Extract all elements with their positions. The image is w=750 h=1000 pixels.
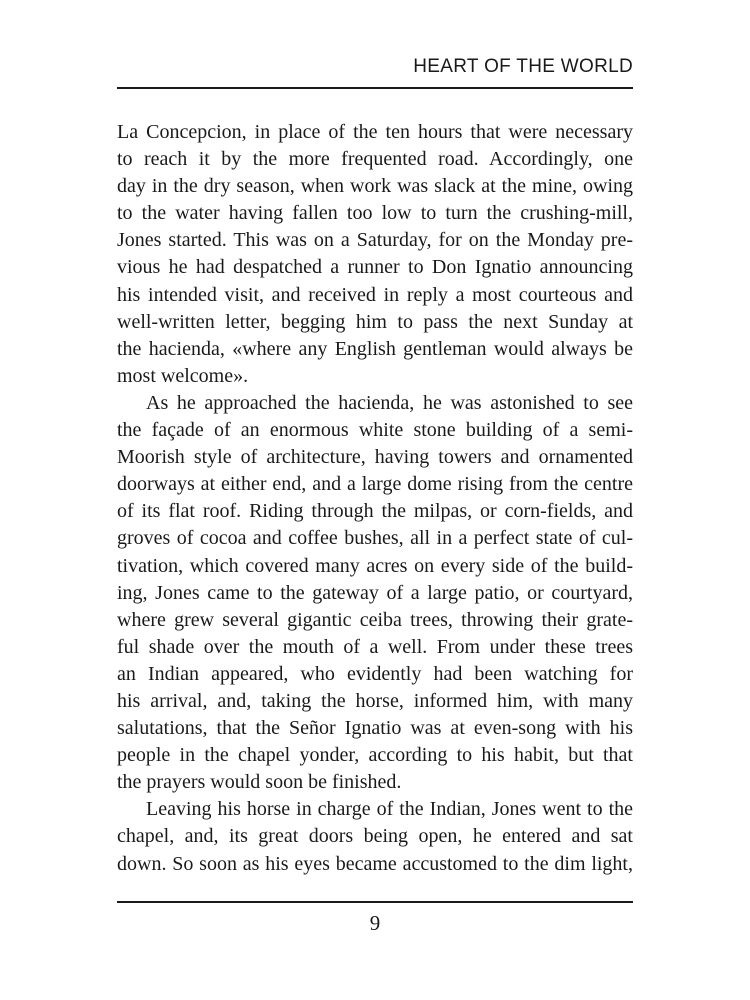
footer-rule <box>117 901 633 903</box>
paragraph-line: Moorish style of architecture, having towers and ornamented <box>117 446 633 469</box>
paragraph-line: ful shade over the mouth of a well. From under these trees <box>117 635 633 658</box>
paragraph-line: down. So soon as his eyes became accustomed to the dim light, <box>117 852 633 875</box>
paragraph-line: tivation, which covered many acres on every side of the build- <box>117 554 633 577</box>
paragraph-line: where grew several gigantic ceiba trees, throwing their grate- <box>117 608 633 631</box>
paragraph-line: Leaving his horse in charge of the Indian, Jones went to the <box>146 798 633 821</box>
page-number: 9 <box>369 911 381 935</box>
paragraph-line: most welcome». <box>117 364 249 387</box>
paragraph-line: As he approached the hacienda, he was astonished to see <box>146 391 633 414</box>
header-rule <box>117 87 633 89</box>
paragraph-line: an Indian appeared, who evidently had been watching for <box>117 662 633 685</box>
paragraph-line: ing, Jones came to the gateway of a large patio, or courtyard, <box>117 581 633 604</box>
running-head-title: HEART OF THE WORLD <box>413 56 633 77</box>
paragraph-line: well-written letter, begging him to pass the next Sunday at <box>117 310 633 333</box>
paragraph-line: the façade of an enormous white stone building of a semi- <box>117 419 633 442</box>
paragraph-line: Jones started. This was on a Saturday, for on the Monday pre- <box>117 229 633 252</box>
paragraph-line: doorways at either end, and a large dome rising from the centre <box>117 473 633 496</box>
paragraph-line: to reach it by the more frequented road. Accordingly, one <box>117 148 633 171</box>
paragraph-line: his intended visit, and received in reply a most courteous and <box>117 283 633 306</box>
paragraph-line: groves of cocoa and coffee bushes, all in a perfect state of cul- <box>117 527 633 550</box>
paragraph-line: chapel, and, its great doors being open, he entered and sat <box>117 825 633 848</box>
paragraph-line: people in the chapel yonder, according to his habit, but that <box>117 744 633 767</box>
paragraph-line: his arrival, and, taking the horse, informed him, with many <box>117 689 633 712</box>
paragraph-line: the hacienda, «where any English gentleman would always be <box>117 337 633 360</box>
body-text <box>117 119 633 878</box>
paragraph-line: vious he had despatched a runner to Don Ignatio announcing <box>117 256 633 279</box>
paragraph-line: salutations, that the Señor Ignatio was at even-song with his <box>117 717 633 740</box>
paragraph-line: to the water having fallen too low to turn the crushing-mill, <box>117 202 633 225</box>
paragraph-line: the prayers would soon be finished. <box>117 771 402 794</box>
paragraph-line: day in the dry season, when work was slack at the mine, owing <box>117 175 633 198</box>
paragraph-line: La Concepcion, in place of the ten hours that were necessary <box>117 121 633 143</box>
paragraph-line: of its flat roof. Riding through the milpas, or corn-fields, and <box>117 500 633 523</box>
